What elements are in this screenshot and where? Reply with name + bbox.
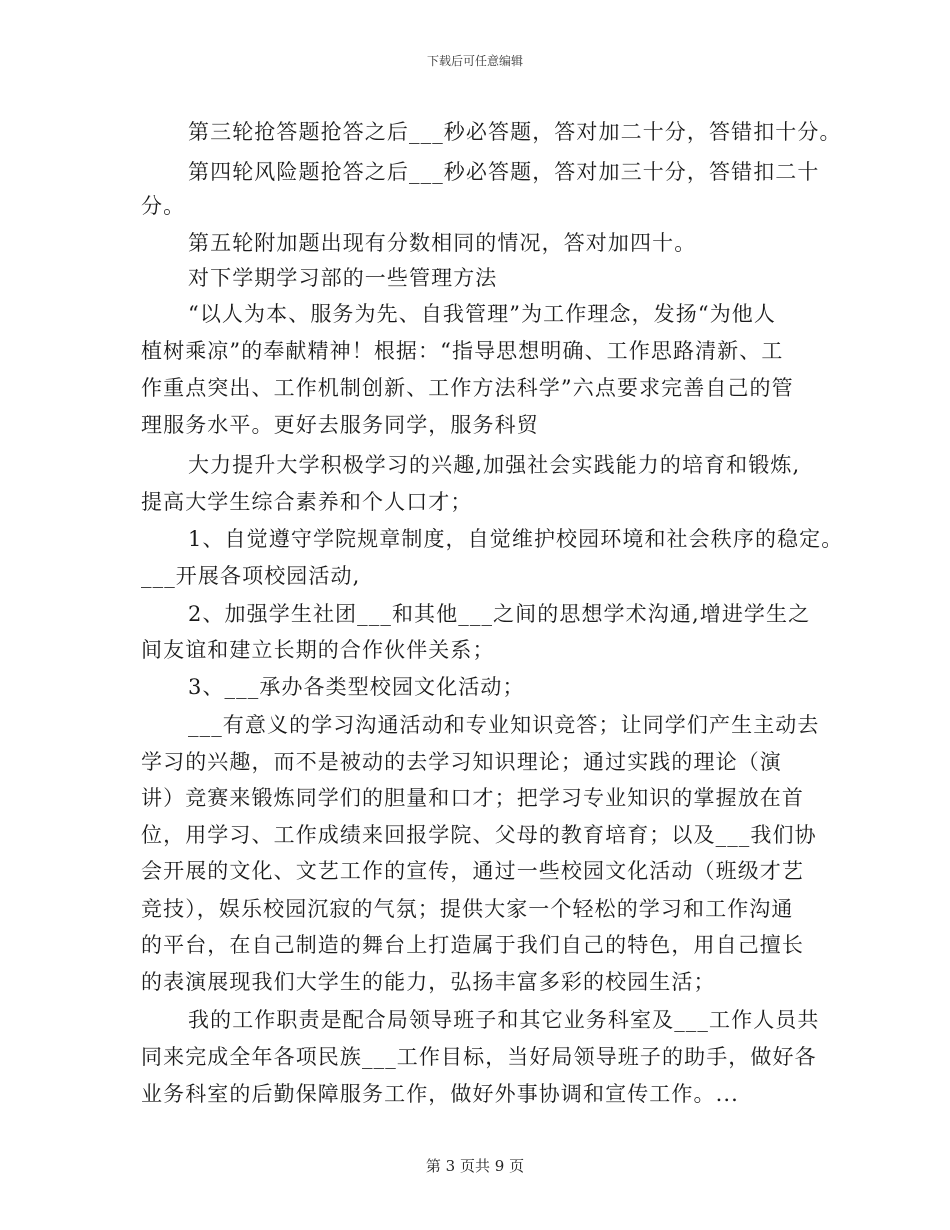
body-line: 间友谊和建立长期的合作伙伴关系； (141, 638, 495, 662)
body-line: 第五轮附加题出现有分数相同的情况，答对加四十。 (188, 231, 697, 255)
page-footer: 第 3 页共 9 页 (425, 1157, 525, 1175)
body-line: 位，用学习、工作成绩来回报学院、父母的教育培育；以及___我们协 (141, 823, 817, 847)
section-heading: 对下学期学习部的一些管理方法 (188, 266, 498, 290)
body-line: 理服务水平。更好去服务同学，服务科贸 (141, 413, 539, 437)
list-item: 2、加强学生社团___和其他___之间的思想学术沟通,增进学生之 (188, 602, 811, 626)
body-line: 植树乘凉”的奉献精神！根据：“指导思想明确、工作思路清新、工 (141, 339, 784, 363)
body-line: “以人为本、服务为先、自我管理”为工作理念，发扬“为他人 (188, 302, 777, 326)
page-header: 下载后可任意编辑 (426, 54, 523, 68)
body-line: 竞技），娱乐校园沉寂的气氛；提供大家一个轻松的学习和工作沟通 (141, 897, 794, 921)
body-line: ___开展各项校园活动, (141, 564, 361, 588)
list-item: 3、___承办各类型校园文化活动； (188, 675, 525, 699)
body-line: ___有意义的学习沟通活动和专业知识竞答；让同学们产生主动去 (188, 713, 820, 737)
body-line: 提高大学生综合素养和个人口才； (141, 490, 473, 514)
body-line: 我的工作职责是配合局领导班子和其它业务科室及___工作人员共 (188, 1008, 820, 1032)
body-line: 业务科室的后勤保障服务工作，做好外事协调和宣传工作。... (141, 1082, 739, 1106)
body-line: 第三轮抢答题抢答之后___秒必答题，答对加二十分，答错扣十分。 (188, 120, 842, 144)
body-line: 作重点突出、工作机制创新、工作方法科学”六点要求完善自己的管 (141, 376, 794, 400)
body-line: 大力提升大学积极学习的兴趣,加强社会实践能力的培育和锻炼, (188, 453, 801, 477)
body-line: 学习的兴趣，而不是被动的去学习知识理论；通过实践的理论（演 (141, 750, 782, 774)
body-line: 的表演展现我们大学生的能力，弘扬丰富多彩的校园生活； (141, 970, 716, 994)
body-line: 同来完成全年各项民族___工作目标，当好局领导班子的助手，做好各 (141, 1045, 817, 1069)
body-line: 的平台，在自己制造的舞台上打造属于我们自己的特色，用自己擅长 (141, 933, 804, 957)
body-line: 第四轮风险题抢答之后___秒必答题，答对加三十分，答错扣二十 (188, 160, 820, 184)
list-item: 1、自觉遵守学院规章制度，自觉维护校园环境和社会秩序的稳定。 (188, 527, 844, 551)
body-line: 分。 (141, 194, 186, 218)
body-line: 讲）竞赛来锻炼同学们的胆量和口才；把学习专业知识的掌握放在首 (141, 786, 804, 810)
body-line: 会开展的文化、文艺工作的宣传，通过一些校园文化活动（班级才艺 (141, 859, 804, 883)
